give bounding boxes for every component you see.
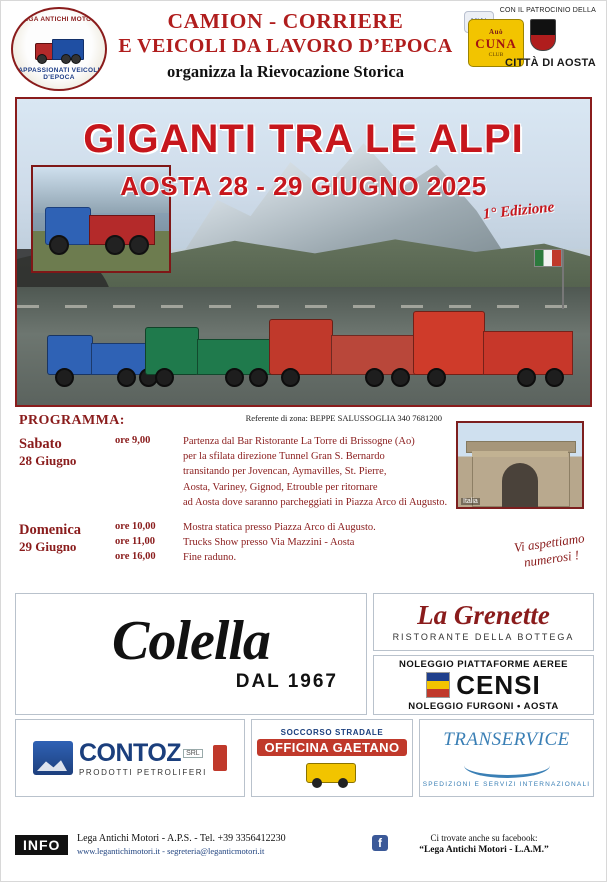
day-name: Domenica xyxy=(19,522,82,538)
facebook-block[interactable] xyxy=(376,833,592,855)
cuna-sub: CLUB xyxy=(488,52,504,58)
referente-line: Referente di zona: BEPPE SALUSSOGLIA 340 7681200 xyxy=(245,413,442,423)
grenette-name: La Grenette xyxy=(417,600,550,630)
row-desc: Partenza dal Bar Ristorante La Torre di Brissogne (Ao) xyxy=(183,436,415,447)
grenette-sub: RISTORANTE DELLA BOTTEGA xyxy=(392,632,575,642)
programme-section xyxy=(19,413,592,585)
sponsor-transervice[interactable] xyxy=(419,719,594,797)
contoz-sub: PRODOTTI PETROLIFERI xyxy=(78,768,207,777)
italian-flag-icon xyxy=(534,249,562,267)
poster-footer xyxy=(15,833,592,873)
contact-info xyxy=(77,833,286,856)
row-hour: ore 11,00 xyxy=(115,536,156,548)
programme-row xyxy=(115,481,592,495)
hero-truck-red-2 xyxy=(413,293,573,389)
row-desc: Mostra statica presso Piazza Arco di Augusto. xyxy=(183,522,376,533)
gaetano-name: OFFICINA GAETANO xyxy=(257,739,408,756)
programme-row xyxy=(115,435,592,449)
row-desc: Fine raduno. xyxy=(183,552,237,564)
transervice-sub: SPEDIZIONI E SERVIZI INTERNAZIONALI xyxy=(422,780,591,788)
contoz-mountain-icon xyxy=(33,741,73,775)
contact-line-2[interactable]: www.legantichimotori.it - segreteria@leganticmotori.it xyxy=(77,846,265,856)
censi-name: CENSI xyxy=(456,669,541,700)
aosta-crest-icon xyxy=(530,19,556,51)
facebook-line-2: “Lega Antichi Motori - L.A.M.” xyxy=(419,845,549,855)
tow-truck-icon xyxy=(306,760,358,788)
censi-stripes-icon xyxy=(426,672,450,698)
programme-heading: PROGRAMMA: xyxy=(19,413,125,428)
hero-banner xyxy=(15,97,592,407)
row-desc: Aosta, Variney, Gignod, Etrouble per ritornare xyxy=(183,481,378,493)
contact-line-1: Lega Antichi Motori - A.P.S. - Tel. +39 3356412230 xyxy=(77,833,286,844)
day-date: 28 Giugno xyxy=(19,453,77,469)
event-title: GIGANTI TRA LE ALPI xyxy=(83,117,524,161)
logo-bottom-text: APPASSIONATI VEICOLI D'EPOCA xyxy=(18,67,100,81)
event-date-line: AOSTA 28 - 29 GIUGNO 2025 xyxy=(120,171,487,201)
row-hour: ore 10,00 xyxy=(115,521,156,532)
row-desc: ad Aosta dove saranno parcheggiati in Piazza Arco di Augusto. xyxy=(183,496,448,508)
poster-header xyxy=(1,1,606,93)
facebook-icon[interactable]: f xyxy=(372,835,388,851)
row-hour: ore 9,00 xyxy=(115,435,151,446)
programme-row xyxy=(115,521,592,535)
title-line-2: E VEICOLI DA LAVORO D’EPOCA xyxy=(118,35,453,58)
patronage-label: CON IL PATROCINIO DELLA xyxy=(499,7,596,14)
sponsor-contoz[interactable] xyxy=(15,719,245,797)
info-badge: INFO xyxy=(15,835,68,855)
sponsor-colella[interactable] xyxy=(15,593,367,715)
cuna-name: CUNA xyxy=(475,36,517,51)
logo-truck-icon xyxy=(33,34,85,64)
title-line-1: CAMION - CORRIERE xyxy=(167,9,404,33)
transervice-name: TRANSERVICE xyxy=(443,728,570,750)
citta-di-aosta-label: CITTÀ DI AOSTA xyxy=(505,57,596,69)
sponsor-censi[interactable] xyxy=(373,655,594,715)
row-desc: transitando per Jovencan, Aymavilles, St. Pierre, xyxy=(183,466,387,478)
colella-sub: DAL 1967 xyxy=(235,670,338,692)
programme-row xyxy=(115,496,592,510)
facebook-line-1: Ci trovate anche su facebook: xyxy=(430,833,538,843)
contoz-name: CONTOZ xyxy=(78,739,182,767)
event-edition: 1° Edizione xyxy=(481,199,555,223)
hero-truck-blue xyxy=(47,325,159,389)
programme-row xyxy=(115,450,592,464)
sponsor-grid xyxy=(15,593,592,823)
logo-top-text: LEGA ANTICHI MOTORI xyxy=(19,16,99,23)
row-desc: per la sfilata direzione Tunnel Gran S. Bernardo xyxy=(183,451,385,463)
hero-truck-green xyxy=(145,313,273,389)
day-date: 29 Giugno xyxy=(19,539,77,555)
row-hour: ore 16,00 xyxy=(115,551,156,563)
fuel-pump-icon xyxy=(213,745,227,771)
censi-top: NOLEGGIO PIATTAFORME AEREE xyxy=(398,658,569,670)
arch-photo-label: Italia xyxy=(463,498,478,505)
colella-name: Colella xyxy=(112,610,270,673)
sponsor-la-grenette[interactable] xyxy=(373,593,594,651)
censi-bottom: NOLEGGIO FURGONI • AOSTA xyxy=(408,700,559,712)
row-desc: Trucks Show presso Via Mazzini - Aosta xyxy=(183,537,355,549)
lega-antichi-motori-logo xyxy=(11,7,107,91)
hero-truck-red-1 xyxy=(269,303,419,389)
contoz-srl: SRL xyxy=(183,749,203,758)
transervice-swoosh-icon xyxy=(464,753,550,778)
programme-row xyxy=(115,465,592,479)
cuna-top-text: Auò xyxy=(489,28,503,36)
page-title xyxy=(111,9,460,82)
gaetano-top: SOCCORSO STRADALE xyxy=(280,728,384,737)
closing-note: Vi aspettiamo numerosi ! xyxy=(513,530,586,570)
patronage-block xyxy=(458,5,598,89)
title-line-3: organizza la Rievocazione Storica xyxy=(167,62,404,82)
day-name: Sabato xyxy=(19,436,62,452)
sponsor-officina-gaetano[interactable] xyxy=(251,719,413,797)
